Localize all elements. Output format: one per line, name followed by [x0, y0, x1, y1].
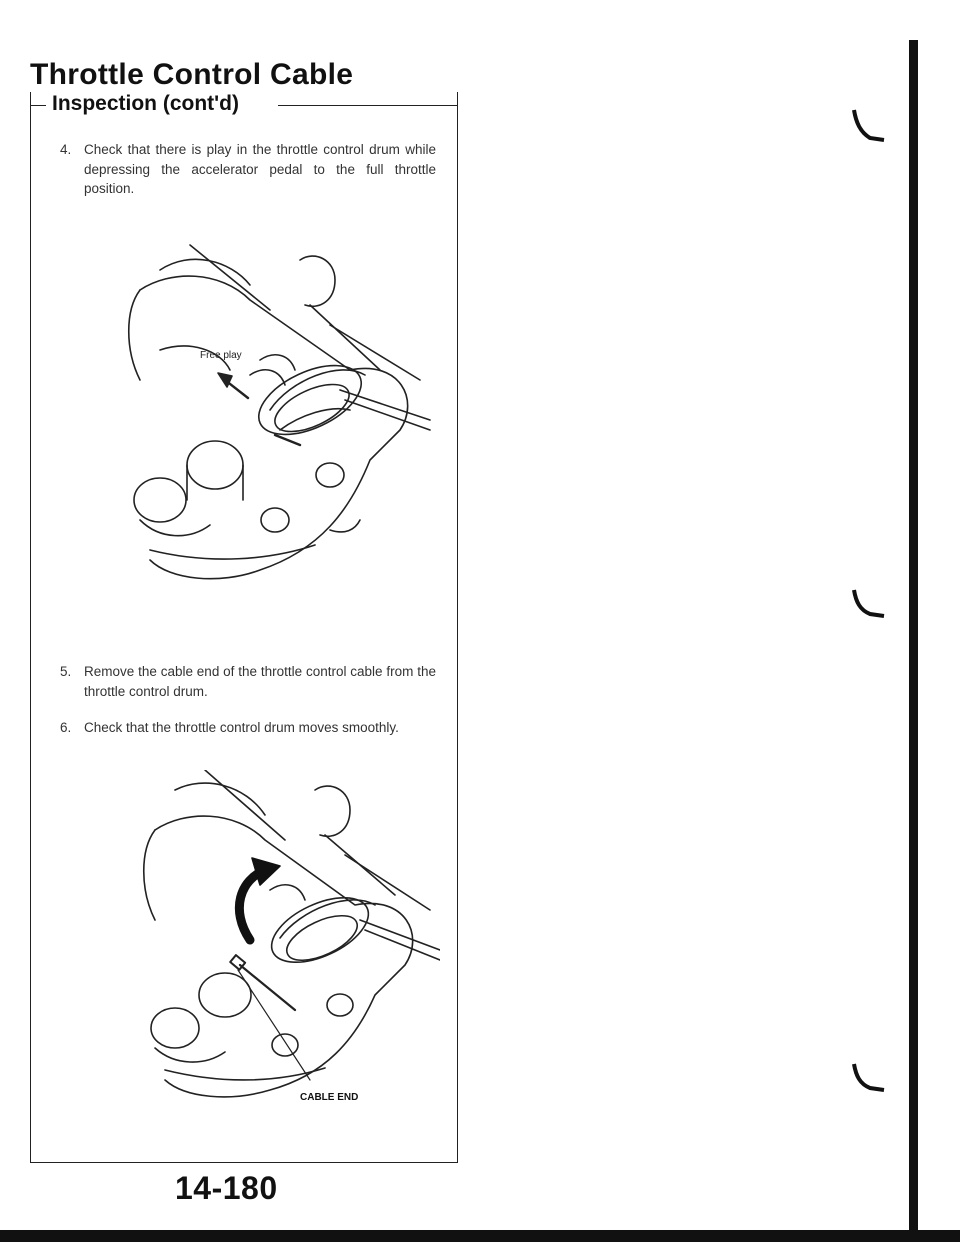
step-5: [60, 662, 436, 701]
throttle-drum-free-play-figure: [100, 230, 440, 590]
throttle-drum-cable-end-figure: [120, 770, 440, 1110]
step-number: 5.: [60, 664, 72, 679]
step-text: Remove the cable end of the throttle control cable from the throttle control drum.: [84, 664, 436, 699]
cable-end-callout: CABLE END: [300, 1092, 359, 1103]
binding-edge-rule: [909, 40, 918, 1230]
section-heading: Inspection (cont'd): [46, 92, 245, 116]
margin-tab-mark: [850, 1062, 890, 1098]
step-text: Check that the throttle control drum moves smoothly.: [84, 720, 399, 735]
free-play-callout: Free play: [200, 350, 242, 361]
step-6: [60, 718, 436, 738]
margin-tab-mark: [850, 588, 890, 624]
page-number: 14-180: [175, 1170, 278, 1206]
margin-tab-mark: [850, 108, 890, 148]
step-number: 6.: [60, 720, 72, 735]
page-title: Throttle Control Cable: [30, 58, 354, 91]
step-number: 4.: [60, 142, 72, 157]
bottom-edge-rule: [0, 1230, 960, 1242]
step-4: [60, 140, 436, 199]
step-text: Check that there is play in the throttle control drum while depressing the accelerator pedal to the full throttle position.: [84, 142, 436, 197]
